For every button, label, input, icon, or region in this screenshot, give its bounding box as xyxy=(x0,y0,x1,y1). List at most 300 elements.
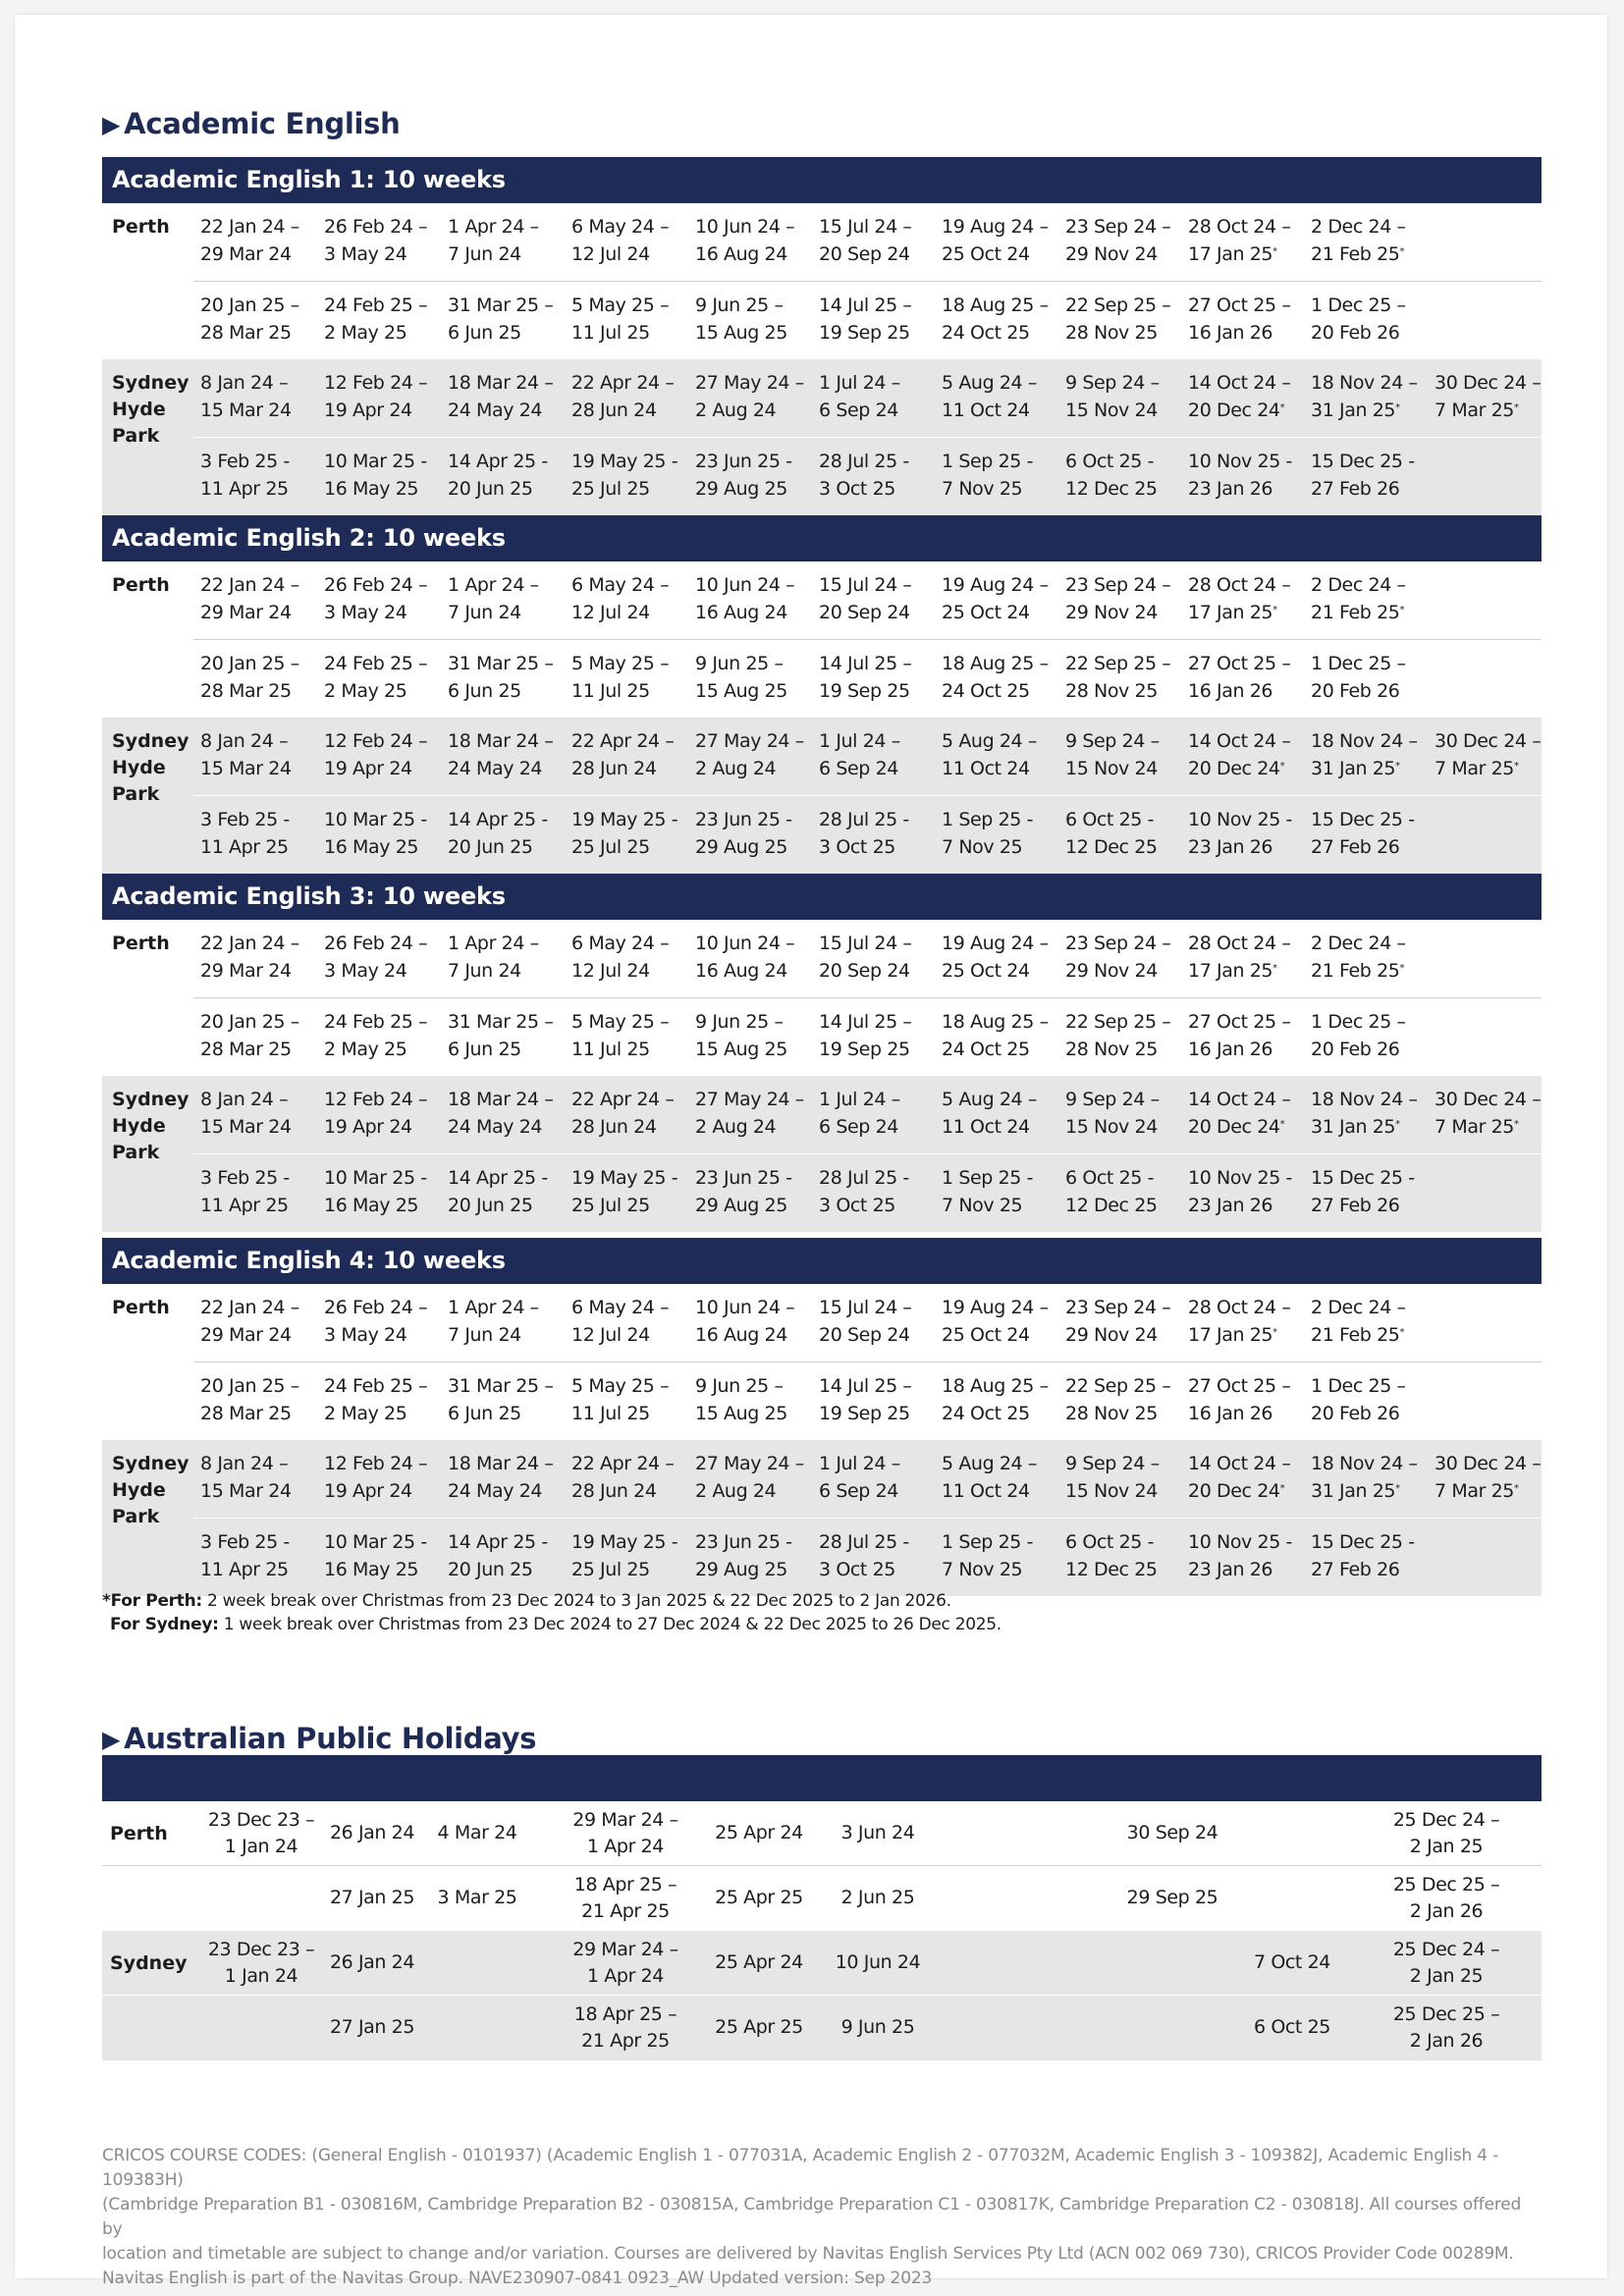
date-line: 29 Aug 25 xyxy=(695,1195,787,1216)
date-line: 21 Feb 25* xyxy=(1311,602,1405,623)
date-line: 15 Jul 24 – xyxy=(819,574,912,596)
date-range xyxy=(200,1008,299,1063)
date-line: 7 Nov 25 xyxy=(942,1195,1023,1216)
sydney-block xyxy=(102,1440,1542,1596)
date-line: 11 Jul 25 xyxy=(571,1039,650,1060)
date-line: 24 Feb 25 – xyxy=(324,1011,428,1033)
date-line: 18 Mar 24 – xyxy=(448,730,554,752)
date-range xyxy=(324,1372,427,1427)
date-range xyxy=(571,448,677,503)
date-line: 24 Feb 25 – xyxy=(324,653,428,674)
date-range xyxy=(942,571,1049,626)
date-line: 2 May 25 xyxy=(324,1403,407,1424)
date-line: 15 Nov 24 xyxy=(1065,1480,1158,1502)
date-line: 31 Mar 25 – xyxy=(448,653,554,674)
date-line: 22 Jan 24 – xyxy=(200,216,299,238)
row-divider xyxy=(193,281,1542,282)
date-line: 28 Mar 25 xyxy=(200,680,292,702)
date-line: 23 Jun 25 - xyxy=(695,1531,792,1553)
date-line: 2 Aug 24 xyxy=(695,758,777,779)
date-range xyxy=(1188,727,1290,782)
course-header: Academic English 2: 10 weeks xyxy=(102,515,1542,561)
date-line: 22 Jan 24 – xyxy=(200,574,299,596)
date-range xyxy=(942,806,1033,861)
date-line: 23 Jan 26 xyxy=(1188,1195,1273,1216)
date-range xyxy=(942,1372,1049,1427)
date-line: 31 Mar 25 – xyxy=(448,1011,554,1033)
date-range xyxy=(942,930,1049,985)
date-line: 22 Apr 24 – xyxy=(571,1089,675,1110)
date-line: 7 Jun 24 xyxy=(448,602,521,623)
date-range xyxy=(571,292,669,347)
perth-break-note: *For Perth: 2 week break over Christmas from 23 Dec 2024 to 3 Jan 2025 & 22 Dec 2025 to 2 Jan 2026. xyxy=(102,1591,951,1611)
date-range xyxy=(571,1164,677,1219)
date-line: 25 Dec 25 – xyxy=(1392,2003,1500,2025)
date-range xyxy=(571,1528,677,1583)
date-line: 20 Jun 25 xyxy=(448,478,533,500)
date-range xyxy=(448,1450,553,1505)
date-line: 29 Mar 24 xyxy=(200,1324,292,1346)
holiday-date xyxy=(298,2014,446,2041)
location-line: Hyde xyxy=(112,1115,166,1137)
perth-block xyxy=(102,203,1542,359)
date-line: 20 Jan 25 – xyxy=(200,1011,299,1033)
date-line: 30 Dec 24 – xyxy=(1435,1453,1542,1474)
date-line: 20 Jun 25 xyxy=(448,1559,533,1580)
date-range xyxy=(571,369,674,424)
date-line: 29 Mar 24 xyxy=(200,243,292,265)
date-line: 10 Jun 24 – xyxy=(695,216,795,238)
date-line: 18 Mar 24 – xyxy=(448,372,554,394)
date-range xyxy=(1065,650,1170,705)
date-line: 27 Feb 26 xyxy=(1311,1559,1400,1580)
location-label: Perth xyxy=(112,216,170,238)
date-line: 3 Feb 25 - xyxy=(200,809,290,830)
date-line: 7 Nov 25 xyxy=(942,1559,1023,1580)
date-range xyxy=(1311,1008,1406,1063)
date-row xyxy=(102,282,1542,360)
date-range xyxy=(200,292,299,347)
date-line: 1 Sep 25 - xyxy=(942,1167,1034,1189)
date-line: 12 Dec 25 xyxy=(1065,836,1158,858)
date-line: 28 Jul 25 - xyxy=(819,1531,909,1553)
date-line: 30 Dec 24 – xyxy=(1435,1089,1542,1110)
date-range xyxy=(571,1450,674,1505)
date-line: 27 Jan 25 xyxy=(329,1887,415,1908)
holidays-table-header xyxy=(102,1755,1542,1801)
date-line: 12 Dec 25 xyxy=(1065,478,1158,500)
location-line: Sydney xyxy=(112,372,189,394)
date-line: 30 Sep 24 xyxy=(1126,1822,1218,1843)
date-line: 15 Dec 25 - xyxy=(1311,1531,1415,1553)
date-line: 16 Aug 24 xyxy=(695,960,787,982)
date-line: 8 Jan 24 – xyxy=(200,730,289,752)
date-line: 6 May 24 – xyxy=(571,933,670,954)
date-range xyxy=(448,369,553,424)
date-line: 15 Aug 25 xyxy=(695,322,787,344)
date-line: 23 Jan 26 xyxy=(1188,1559,1273,1580)
sydney-break-note: For Sydney: 1 week break over Christmas from 23 Dec 2024 to 27 Dec 2024 & 22 Dec 2025 to 26 Dec 2025. xyxy=(110,1615,1001,1634)
date-line: 15 Jul 24 – xyxy=(819,216,912,238)
date-range xyxy=(1065,1528,1158,1583)
date-line: 25 Oct 24 xyxy=(942,960,1030,982)
date-range xyxy=(1188,1008,1290,1063)
date-line: 6 Oct 25 xyxy=(1254,2016,1330,2038)
date-line: 19 Sep 25 xyxy=(819,680,910,702)
date-range xyxy=(200,1164,290,1219)
date-line: 26 Jan 24 xyxy=(329,1951,415,1973)
holiday-date xyxy=(804,1820,951,1846)
date-line: 29 Nov 24 xyxy=(1065,602,1158,623)
date-line: 2 Jun 25 xyxy=(840,1887,915,1908)
date-line: 15 Aug 25 xyxy=(695,1039,787,1060)
date-line: 3 Oct 25 xyxy=(819,478,895,500)
course-header: Academic English 4: 10 weeks xyxy=(102,1238,1542,1284)
date-line: 26 Feb 24 – xyxy=(324,574,428,596)
location-label: Perth xyxy=(112,1297,170,1318)
date-line: 5 May 25 – xyxy=(571,294,670,316)
perth-block xyxy=(102,920,1542,1076)
date-range xyxy=(1188,1372,1290,1427)
date-range xyxy=(1188,1528,1292,1583)
date-line: 31 Mar 25 – xyxy=(448,294,554,316)
date-range xyxy=(571,930,669,985)
date-line: 23 Dec 23 – xyxy=(207,1939,315,1960)
footer-line: CRICOS COURSE CODES: (General English - 0101937) (Academic English 1 - 077031A, Academic English 2 - 077032M, Academic English 3 - 109382J, Academic English 4 - 109383H) xyxy=(102,2146,1499,2190)
date-line: 2 May 25 xyxy=(324,680,407,702)
date-line: 15 Dec 25 - xyxy=(1311,1167,1415,1189)
date-range xyxy=(448,1372,553,1427)
date-range xyxy=(1311,292,1406,347)
holiday-date xyxy=(404,1820,551,1846)
date-range xyxy=(695,806,792,861)
date-line: 27 Jan 25 xyxy=(329,2016,415,2038)
date-range xyxy=(1188,806,1292,861)
date-line: 1 Apr 24 xyxy=(586,1965,664,1987)
date-line: 17 Jan 25* xyxy=(1188,960,1277,982)
date-range xyxy=(1065,930,1170,985)
date-line: 24 Oct 25 xyxy=(942,1039,1030,1060)
date-line: 22 Sep 25 – xyxy=(1065,1375,1171,1397)
date-range xyxy=(695,1008,787,1063)
date-line: 19 Apr 24 xyxy=(324,758,412,779)
date-line: 25 Oct 24 xyxy=(942,602,1030,623)
date-range xyxy=(324,571,427,626)
date-range xyxy=(1188,448,1292,503)
date-range xyxy=(324,930,427,985)
date-line: 23 Jan 26 xyxy=(1188,836,1273,858)
date-line: 9 Jun 25 – xyxy=(695,294,784,316)
date-line: 6 May 24 – xyxy=(571,574,670,596)
date-line: 20 Jan 25 – xyxy=(200,653,299,674)
page xyxy=(15,15,1607,2288)
holiday-date xyxy=(298,1949,446,1976)
date-range xyxy=(200,1372,299,1427)
date-line: 15 Dec 25 - xyxy=(1311,451,1415,472)
date-line: 19 Aug 24 – xyxy=(942,1297,1049,1318)
date-line: 20 Feb 26 xyxy=(1311,322,1400,344)
location-label: Perth xyxy=(112,574,170,596)
date-line: 28 Oct 24 – xyxy=(1188,933,1291,954)
date-range xyxy=(942,1294,1049,1349)
date-line: 23 Sep 24 – xyxy=(1065,574,1171,596)
date-line: 31 Mar 25 – xyxy=(448,1375,554,1397)
date-line: 10 Jun 24 xyxy=(835,1951,921,1973)
date-line: 7 Jun 24 xyxy=(448,243,521,265)
date-line: 6 Sep 24 xyxy=(819,1480,898,1502)
date-line: 20 Feb 26 xyxy=(1311,680,1400,702)
date-line: 20 Dec 24* xyxy=(1188,1116,1285,1138)
date-range xyxy=(819,1294,912,1349)
date-line: 3 May 24 xyxy=(324,960,407,982)
date-line: 31 Jan 25* xyxy=(1311,1480,1400,1502)
date-range xyxy=(200,727,292,782)
location-line: Hyde xyxy=(112,399,166,420)
date-line: 22 Sep 25 – xyxy=(1065,653,1171,674)
date-line: 3 Feb 25 - xyxy=(200,1531,290,1553)
footer-line: location and timetable are subject to change and/or variation. Courses are delivered by Navitas English Services Pty Ltd (ACN 002 069 730), CRICOS Provider Code 00289M. xyxy=(102,2244,1514,2264)
date-line: 16 Jan 26 xyxy=(1188,322,1273,344)
date-range xyxy=(324,727,427,782)
date-line: 1 Jul 24 – xyxy=(819,1089,900,1110)
date-range xyxy=(1188,1164,1292,1219)
date-line: 2 Dec 24 – xyxy=(1311,216,1406,238)
date-line: 29 Mar 24 – xyxy=(572,1809,678,1831)
date-line: 6 Sep 24 xyxy=(819,1116,898,1138)
row-divider xyxy=(193,639,1542,640)
date-line: 5 Aug 24 – xyxy=(942,730,1037,752)
date-range xyxy=(1065,213,1170,268)
date-line: 28 Oct 24 – xyxy=(1188,1297,1291,1318)
row-divider xyxy=(193,1518,1542,1519)
date-line: 23 Jun 25 - xyxy=(695,1167,792,1189)
date-line: 14 Jul 25 – xyxy=(819,294,912,316)
date-line: 19 Aug 24 – xyxy=(942,574,1049,596)
footer-line: (Cambridge Preparation B1 - 030816M, Cambridge Preparation B2 - 030815A, Cambridge Preparation C1 - 030817K, Cambridge Preparation C2 - 030818J. All courses offered by xyxy=(102,2195,1522,2239)
date-line: 14 Jul 25 – xyxy=(819,1375,912,1397)
holiday-date xyxy=(1373,2002,1520,2055)
date-range xyxy=(324,1164,427,1219)
date-range xyxy=(819,727,900,782)
date-line: 30 Dec 24 – xyxy=(1435,730,1542,752)
date-line: 24 May 24 xyxy=(448,1116,543,1138)
date-line: 10 Jun 24 – xyxy=(695,1297,795,1318)
date-line: 28 Jun 24 xyxy=(571,400,657,421)
date-line: 27 Feb 26 xyxy=(1311,478,1400,500)
date-range xyxy=(695,1372,787,1427)
date-line: 18 Apr 25 – xyxy=(573,1874,677,1896)
date-line: 31 Jan 25* xyxy=(1311,1116,1400,1138)
date-line: 24 May 24 xyxy=(448,758,543,779)
date-range xyxy=(324,650,427,705)
date-line: 14 Apr 25 - xyxy=(448,809,548,830)
date-line: 3 Oct 25 xyxy=(819,836,895,858)
date-line: 12 Feb 24 – xyxy=(324,1089,428,1110)
date-range xyxy=(448,1294,539,1349)
date-line: 11 Jul 25 xyxy=(571,1403,650,1424)
location-line: Sydney xyxy=(112,730,189,752)
date-range xyxy=(942,1528,1033,1583)
date-line: 28 Nov 25 xyxy=(1065,322,1158,344)
date-line: 29 Sep 25 xyxy=(1126,1887,1218,1908)
perth-block xyxy=(102,1284,1542,1440)
date-range xyxy=(942,1008,1049,1063)
date-line: 29 Aug 25 xyxy=(695,1559,787,1580)
date-range xyxy=(448,1008,553,1063)
date-line: 27 May 24 – xyxy=(695,1453,804,1474)
date-line: 19 Apr 24 xyxy=(324,1116,412,1138)
date-line: 25 Dec 25 – xyxy=(1392,1874,1500,1896)
location-label: Perth xyxy=(110,1823,168,1844)
date-range xyxy=(1311,213,1406,268)
date-range xyxy=(1065,1450,1160,1505)
holiday-date xyxy=(804,2014,951,2041)
date-range xyxy=(942,727,1037,782)
date-line: 23 Jun 25 - xyxy=(695,451,792,472)
date-line: 22 Sep 25 – xyxy=(1065,1011,1171,1033)
date-range xyxy=(448,448,548,503)
date-line: 11 Apr 25 xyxy=(200,1195,289,1216)
date-line: 10 Mar 25 - xyxy=(324,1167,427,1189)
date-line: 27 Feb 26 xyxy=(1311,1195,1400,1216)
date-line: 5 May 25 – xyxy=(571,653,670,674)
date-row xyxy=(102,561,1542,640)
date-row xyxy=(102,998,1542,1077)
date-range xyxy=(1065,1008,1170,1063)
date-line: 3 Feb 25 - xyxy=(200,1167,290,1189)
date-range xyxy=(695,571,794,626)
row-divider xyxy=(193,1153,1542,1154)
date-line: 12 Feb 24 – xyxy=(324,1453,428,1474)
date-line: 20 Sep 24 xyxy=(819,243,910,265)
date-line: 20 Sep 24 xyxy=(819,960,910,982)
date-line: 27 May 24 – xyxy=(695,1089,804,1110)
date-line: 10 Jun 24 – xyxy=(695,574,795,596)
date-line: 15 Nov 24 xyxy=(1065,400,1158,421)
date-line: 9 Jun 25 – xyxy=(695,1011,784,1033)
holiday-date xyxy=(1218,2014,1366,2041)
date-line: 21 Apr 25 xyxy=(581,2030,670,2052)
row-divider xyxy=(193,437,1542,438)
date-line: 16 Aug 24 xyxy=(695,1324,787,1346)
date-range xyxy=(819,650,912,705)
date-line: 19 May 25 - xyxy=(571,451,678,472)
date-line: 1 Jan 24 xyxy=(224,1965,298,1987)
date-line: 6 Jun 25 xyxy=(448,1403,521,1424)
date-line: 20 Feb 26 xyxy=(1311,1403,1400,1424)
date-range xyxy=(324,213,427,268)
date-line: 15 Jul 24 – xyxy=(819,933,912,954)
date-range xyxy=(942,1086,1037,1141)
date-range xyxy=(200,1450,292,1505)
course-header: Academic English 1: 10 weeks xyxy=(102,157,1542,203)
date-line: 25 Dec 24 – xyxy=(1392,1809,1500,1831)
date-line: 7 Jun 24 xyxy=(448,1324,521,1346)
date-line: 15 Jul 24 – xyxy=(819,1297,912,1318)
date-range xyxy=(819,1086,900,1141)
date-range xyxy=(819,1528,909,1583)
triangle-icon: ▶ xyxy=(102,1726,121,1753)
date-range xyxy=(1311,1164,1415,1219)
date-line: 15 Aug 25 xyxy=(695,680,787,702)
date-range xyxy=(1065,1086,1160,1141)
date-line: 28 Jun 24 xyxy=(571,1480,657,1502)
date-line: 18 Nov 24 – xyxy=(1311,372,1418,394)
date-line: 15 Mar 24 xyxy=(200,400,292,421)
date-range xyxy=(448,727,553,782)
date-line: 14 Oct 24 – xyxy=(1188,372,1291,394)
date-line: 11 Oct 24 xyxy=(942,400,1030,421)
date-line: 3 Mar 25 xyxy=(437,1887,517,1908)
holiday-row xyxy=(102,1866,1542,1931)
date-range xyxy=(942,1164,1033,1219)
holiday-date xyxy=(552,2002,699,2055)
date-range xyxy=(942,1450,1037,1505)
date-range xyxy=(448,1528,548,1583)
date-line: 21 Feb 25* xyxy=(1311,1324,1405,1346)
date-line: 16 Aug 24 xyxy=(695,602,787,623)
date-range xyxy=(200,650,299,705)
date-range xyxy=(1188,571,1290,626)
date-line: 25 Apr 24 xyxy=(715,1822,803,1843)
date-range xyxy=(695,213,794,268)
holiday-date xyxy=(804,1885,951,1911)
date-line: 11 Jul 25 xyxy=(571,680,650,702)
date-line: 29 Aug 25 xyxy=(695,478,787,500)
date-range xyxy=(324,1450,427,1505)
date-line: 15 Mar 24 xyxy=(200,758,292,779)
date-row xyxy=(102,1362,1542,1441)
date-range xyxy=(695,448,792,503)
date-line: 12 Jul 24 xyxy=(571,243,650,265)
date-line: 27 Oct 25 – xyxy=(1188,653,1291,674)
date-line: 1 Dec 25 – xyxy=(1311,1011,1406,1033)
date-range xyxy=(1311,1450,1418,1505)
date-line: 2 Dec 24 – xyxy=(1311,933,1406,954)
date-line: 14 Oct 24 – xyxy=(1188,1453,1291,1474)
date-range xyxy=(571,1008,669,1063)
date-range xyxy=(942,448,1033,503)
date-range xyxy=(1311,650,1406,705)
date-line: 14 Jul 25 – xyxy=(819,1011,912,1033)
date-line: 26 Feb 24 – xyxy=(324,1297,428,1318)
date-line: 5 Aug 24 – xyxy=(942,1453,1037,1474)
holiday-row xyxy=(102,1931,1542,1996)
date-line: 5 May 25 – xyxy=(571,1375,670,1397)
date-line: 7 Jun 24 xyxy=(448,960,521,982)
date-line: 18 Nov 24 – xyxy=(1311,730,1418,752)
date-line: 9 Sep 24 – xyxy=(1065,1453,1160,1474)
date-range xyxy=(571,1372,669,1427)
date-line: 25 Apr 25 xyxy=(715,1887,803,1908)
holiday-date xyxy=(404,1885,551,1911)
date-line: 10 Mar 25 - xyxy=(324,809,427,830)
location-line: Park xyxy=(112,425,160,447)
date-line: 23 Dec 23 – xyxy=(207,1809,315,1831)
date-range xyxy=(324,448,427,503)
date-line: 14 Apr 25 - xyxy=(448,1531,548,1553)
date-line: 2 Jan 26 xyxy=(1409,1900,1484,1922)
holiday-date xyxy=(552,1807,699,1860)
date-range xyxy=(200,1294,299,1349)
date-range xyxy=(695,292,787,347)
date-line: 1 Sep 25 - xyxy=(942,809,1034,830)
date-line: 25 Oct 24 xyxy=(942,243,1030,265)
date-line: 9 Jun 25 – xyxy=(695,1375,784,1397)
date-line: 6 Oct 25 - xyxy=(1065,451,1155,472)
date-row xyxy=(102,359,1542,438)
location-label: Perth xyxy=(112,933,170,954)
